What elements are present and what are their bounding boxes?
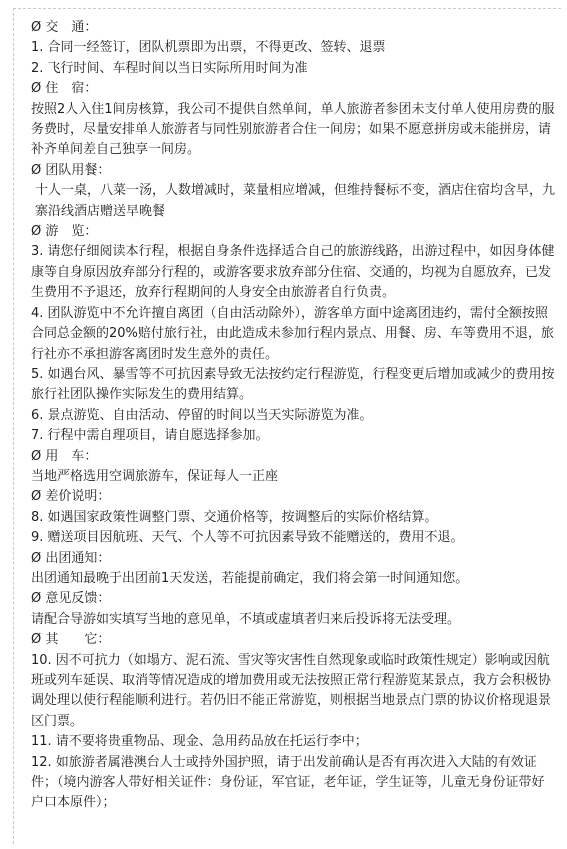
section-heading-sightseeing: Ø 游 览： bbox=[31, 224, 98, 240]
note-item: 1. 合同一经签订，团队机票即为出票，不得更改、签转、退票 bbox=[31, 40, 386, 56]
section-heading-transport: Ø 交 通： bbox=[31, 20, 98, 35]
note-item: 8. 如遇国家政策性调整门票、交通价格等，按调整后的实际价格结算。 bbox=[31, 509, 438, 525]
note-item: 6. 景点游览、自由活动、停留的时间以当天实际游览为准。 bbox=[31, 407, 373, 423]
note-item: 11. 请不要将贵重物品、现金、急用药品放在托运行李中； bbox=[31, 734, 368, 750]
note-paragraph: 请配合导游如实填写当地的意见单，不填或虚填者归来后投诉将无法受理。 bbox=[31, 611, 461, 627]
section-heading-departure-notice: Ø 出团通知： bbox=[31, 550, 111, 566]
note-item: 3. 请您仔细阅读本行程，根据自身条件选择适合自己的旅游线路，出游过程中，如因身体健康等自身原因放弃部分行程的，或游客要求放弃部分住宿、交通的，均视为自愿放弃，已发生费用不予退还，放弃行程期间的人身安全由旅游者自行负责。 bbox=[31, 244, 555, 301]
section-heading-meals: Ø 团队用餐： bbox=[31, 162, 111, 178]
note-item: 4. 团队游览中不允许擅自离团（自由活动除外），游客单方面中途离团违约，需付全额按照合同总金额的20%赔付旅行社，由此造成未参加行程内景点、用餐、房、车等费用不退，旅行社亦不承担游客离团时发生意外的责任。 bbox=[31, 305, 554, 362]
note-item: 7. 行程中需自理项目，请自愿选择参加。 bbox=[31, 428, 269, 444]
section-heading-vehicle: Ø 用 车： bbox=[31, 448, 98, 464]
itinerary-notes bbox=[31, 18, 557, 814]
note-paragraph: 当地严格选用空调旅游车，保证每人一正座 bbox=[31, 468, 279, 484]
section-heading-price-difference: Ø 差价说明： bbox=[31, 489, 111, 505]
section-heading-feedback: Ø 意见反馈： bbox=[31, 591, 111, 607]
note-item: 2. 飞行时间、车程时间以当日实际所用时间为准 bbox=[31, 60, 308, 76]
note-item: 9. 赠送项目因航班、天气、个人等不可抗因素导致不能赠送的，费用不退。 bbox=[31, 530, 464, 546]
note-item: 5. 如遇台风、暴雪等不可抗因素导致无法按约定行程游览，行程变更后增加或减少的费用按旅行社团队操作实际发生的费用结算。 bbox=[31, 366, 555, 403]
note-item: 12. 如旅游者属港澳台人士或持外国护照，请于出发前确认是否有再次进入大陆的有效证件；（境内游客人带好相关证件：身份证，军官证，老年证，学生证等，儿童无身份证带好户口本原件）； bbox=[31, 754, 545, 811]
note-item: 10. 因不可抗力（如塌方、泥石流、雪灾等灾害性自然现象或临时政策性规定）影响或因航班或列车延误、取消等情况造成的增加费用或无法按照正常行程游览某景点，我方会积极协调处理以使行程能顺利进行。若仍旧不能正常游览，则根据当地景点门票的协议价格现退景区门票。 bbox=[31, 652, 552, 729]
note-paragraph: 按照2人入住1间房核算，我公司不提供自然单间，单人旅游者参团未支付单人使用房费的服务费时，尽量安排单人旅游者与同性别旅游者合住一间房；如果不愿意拼房或未能拼房，请补齐单间差自己独享一间房。 bbox=[31, 101, 555, 158]
note-paragraph: 十人一桌，八菜一汤，人数增减时，菜量相应增减，但维持餐标不变，酒店住宿均含早，九寨沿线酒店赠送早晚餐 bbox=[35, 183, 556, 219]
note-paragraph: 出团通知最晚于出团前1天发送，若能提前确定，我们将会第一时间通知您。 bbox=[31, 570, 469, 586]
section-heading-accommodation: Ø 住 宿： bbox=[31, 81, 98, 97]
section-heading-other: Ø 其 它： bbox=[31, 632, 111, 648]
